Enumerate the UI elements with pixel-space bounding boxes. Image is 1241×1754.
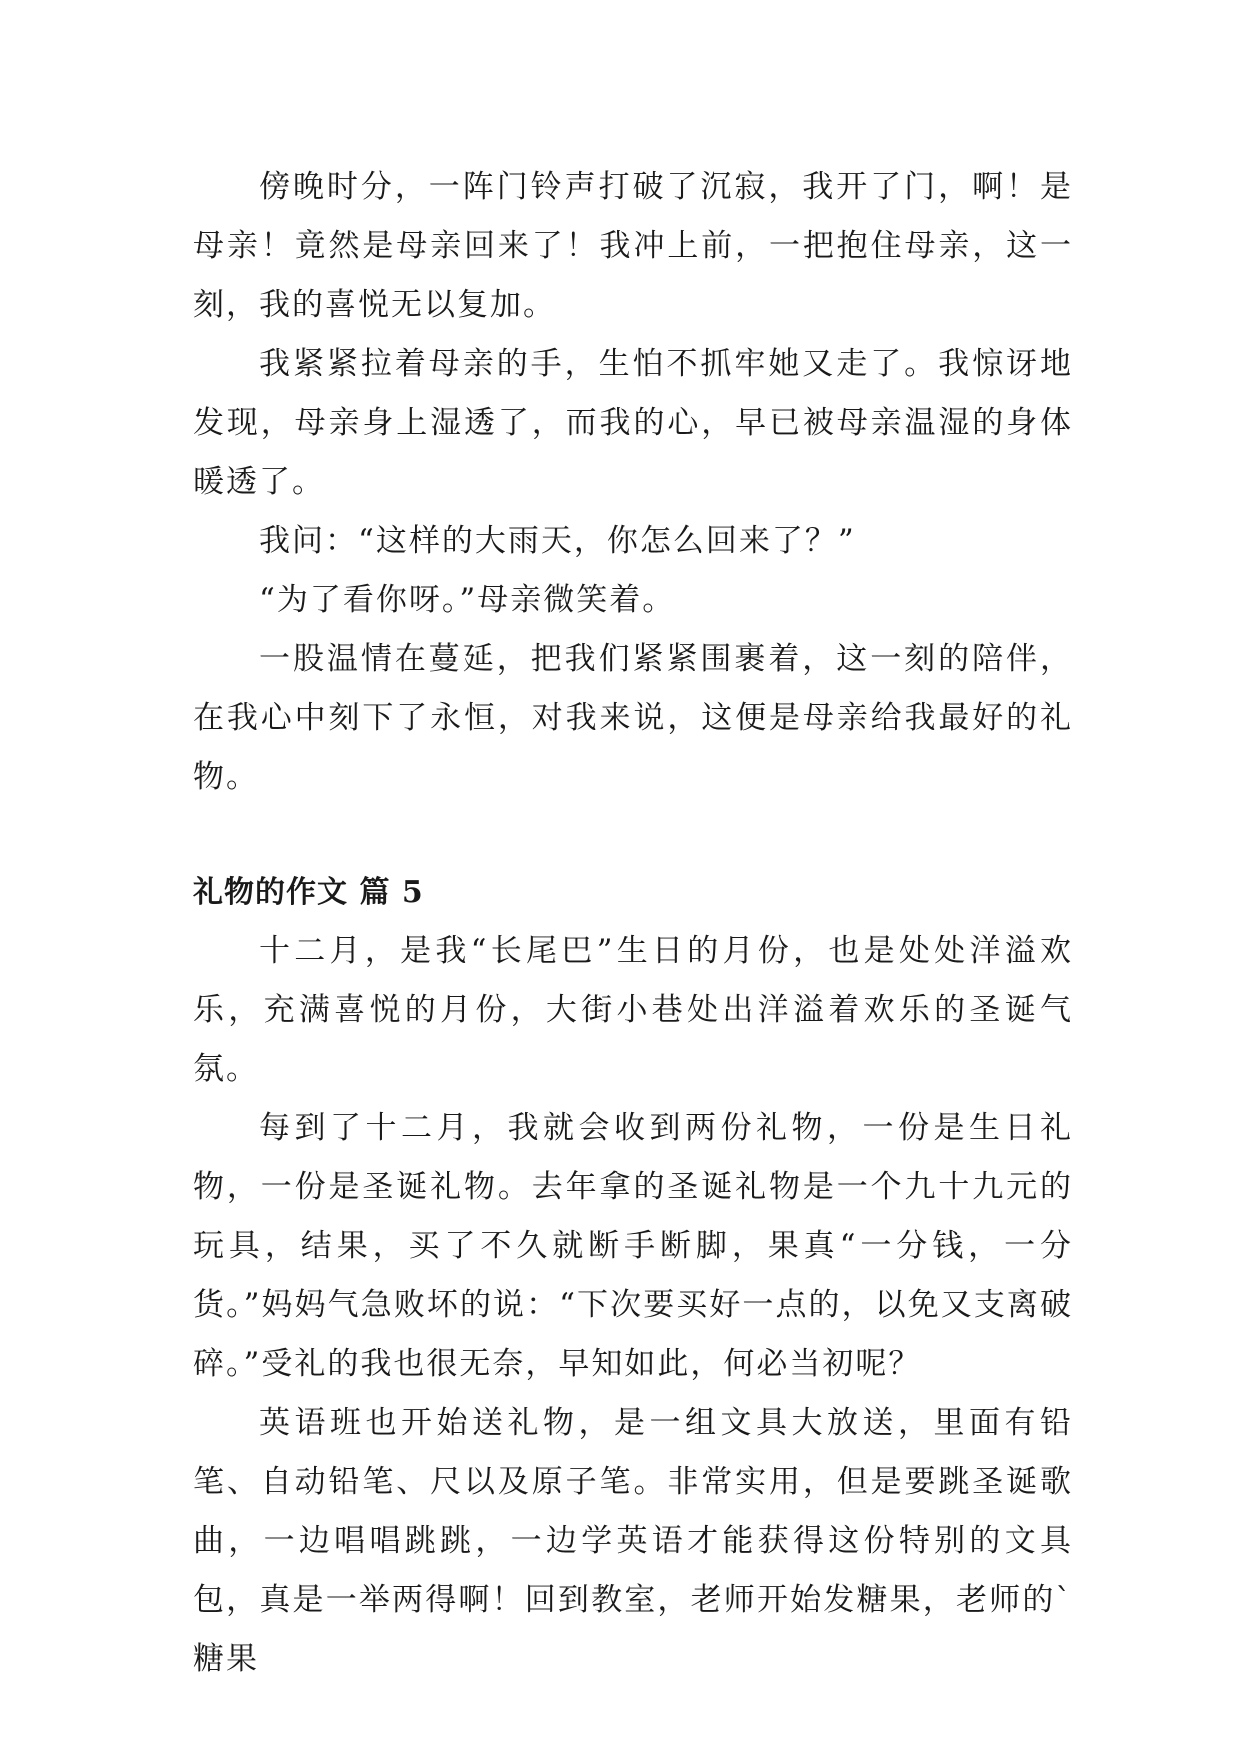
paragraph-doorbell: 傍晚时分，一阵门铃声打破了沉寂，我开了门，啊！是母亲！竟然是母亲回来了！我冲上前，一把抱住母亲，这一刻，我的喜悦无以复加。 xyxy=(193,169,1073,323)
paragraph-warmth: 一股温情在蔓延，把我们紧紧围裹着，这一刻的陪伴，在我心中刻下了永恒，对我来说，这便是母亲给我最好的礼物。 xyxy=(193,641,1073,795)
paragraph-english-class: 英语班也开始送礼物，是一组文具大放送，里面有铅笔、自动铅笔、尺以及原子笔。非常实用，但是要跳圣诞歌曲，一边唱唱跳跳，一边学英语才能获得这份特别的文具包，真是一举两得啊！回到教室，老师开始发糖果，老师的`糖果 xyxy=(193,1405,1073,1677)
paragraph-december: 十二月，是我“长尾巴”生日的月份，也是处处洋溢欢乐，充满喜悦的月份，大街小巷处出洋溢着欢乐的圣诞气氛。 xyxy=(193,933,1073,1087)
paragraph-answer: “为了看你呀。”母亲微笑着。 xyxy=(259,582,676,618)
paragraph-question: 我问：“这样的大雨天，你怎么回来了？” xyxy=(259,523,856,559)
paragraph-two-gifts: 每到了十二月，我就会收到两份礼物，一份是生日礼物，一份是圣诞礼物。去年拿的圣诞礼物是一个九十九元的玩具，结果，买了不久就断手断脚，果真“一分钱，一分货。”妈妈气急败坏的说：“下次要买好一点的，以免又支离破碎。”受礼的我也很无奈，早知如此，何必当初呢？ xyxy=(193,1110,1073,1382)
paragraph-holding-hands: 我紧紧拉着母亲的手，生怕不抓牢她又走了。我惊讶地发现，母亲身上湿透了，而我的心，早已被母亲温湿的身体暖透了。 xyxy=(193,346,1073,500)
document-page xyxy=(193,158,1073,1689)
section-title: 礼物的作文 篇 5 xyxy=(193,875,424,910)
